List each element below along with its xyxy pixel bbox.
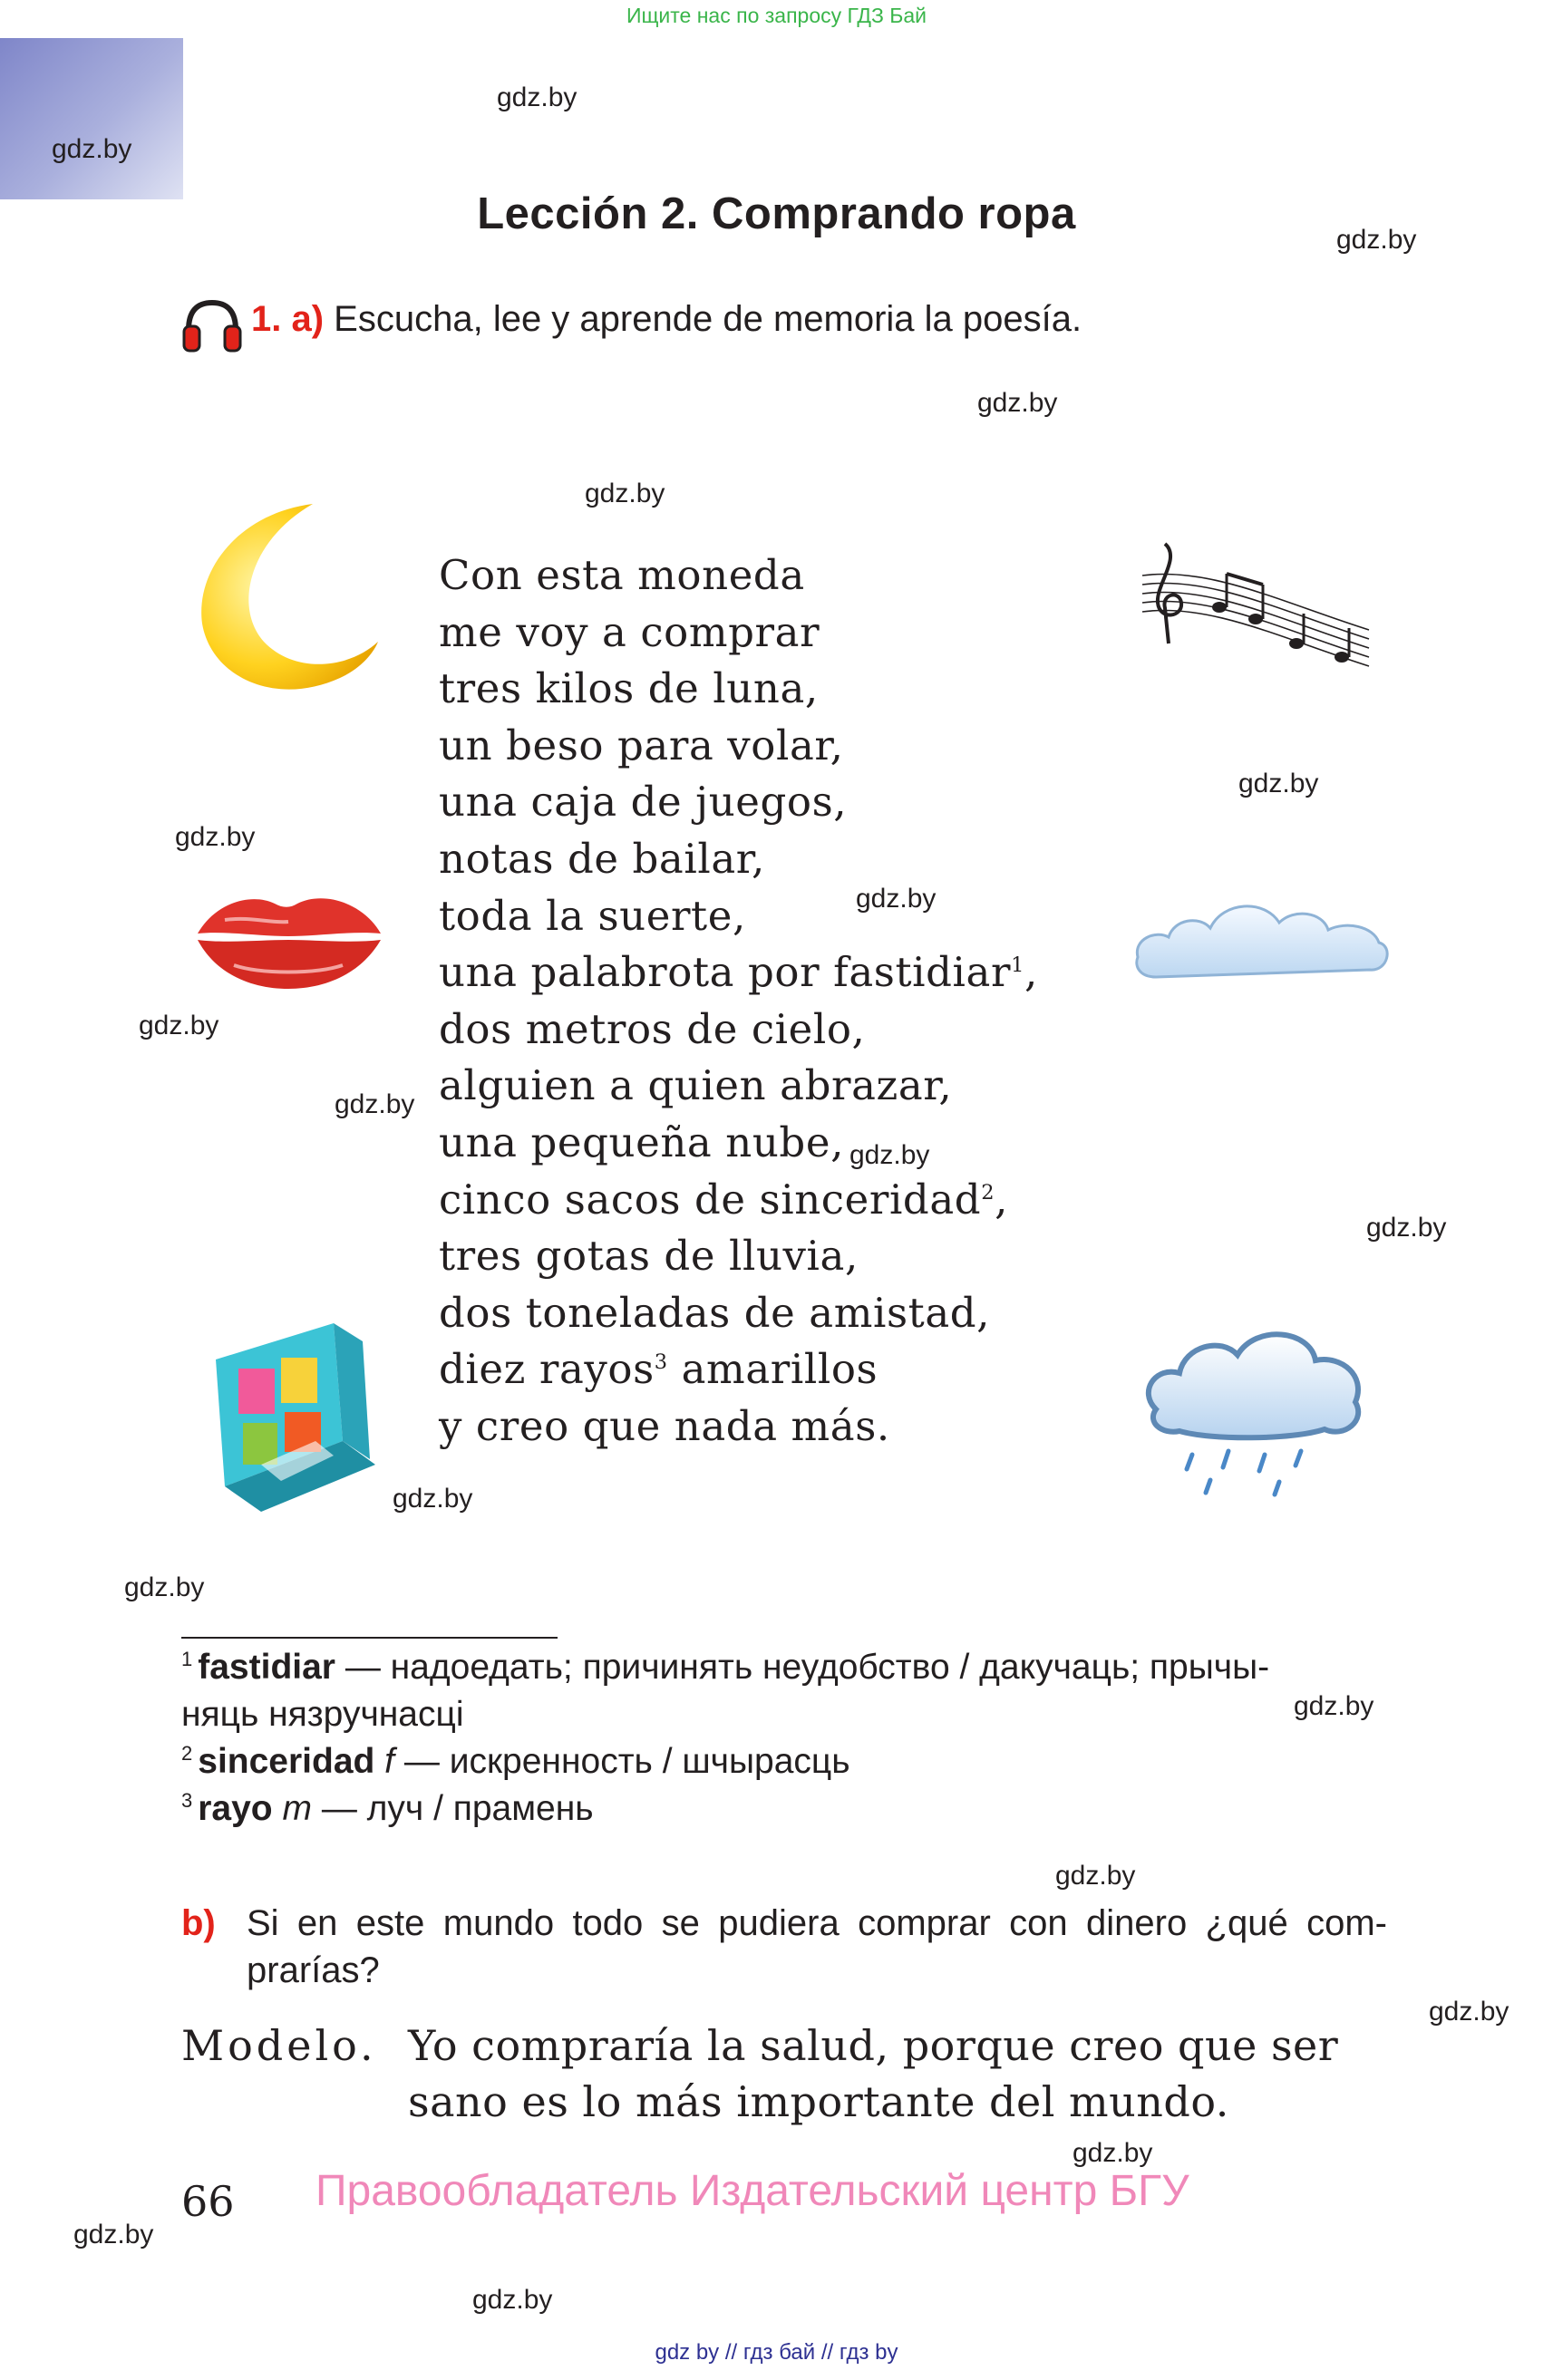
poem-line-text: una palabrota por fastidiar [439,948,1012,997]
headphones-icon[interactable] [181,297,243,353]
poem-line: tres kilos de luna, [439,664,819,713]
footnote-text: няць нязручнасці [181,1695,464,1734]
watermark: gdz.by [1073,2138,1153,2168]
footnote-ref[interactable]: 1 [1011,953,1025,978]
poem-line [439,1172,1038,1229]
footnote-1 [181,1648,1269,1688]
watermark: gdz.by [497,82,578,112]
footnote-text: — луч / прамень [321,1789,594,1828]
poem-line: Con esta moneda [439,551,805,599]
footnote-ref[interactable]: 2 [981,1180,995,1205]
poem-line: tres gotas de lluvia, [439,1232,859,1281]
task-1a [251,299,1082,340]
watermark: gdz.by [393,1484,473,1514]
footnote-number: 3 [181,1789,193,1812]
watermark: gdz.by [585,479,665,508]
corner-tab [0,38,183,199]
music-notes-image [1138,530,1373,693]
poem-line: y creo que nada más. [439,1401,890,1450]
poem-line-text: cinco sacos de sinceridad [439,1175,982,1224]
poem-line-tail: amarillos [667,1345,878,1394]
footnote-term: rayo [198,1789,273,1828]
watermark: gdz.by [977,388,1058,418]
watermark: gdz.by [1336,225,1417,255]
poem-line: alguien a quien abrazar, [439,1061,953,1110]
footnote-number: 1 [181,1648,193,1670]
game-box-image [198,1305,379,1523]
poem-line-tail: , [1024,948,1038,997]
watermark: gdz.by [335,1089,415,1119]
bottom-links[interactable]: gdz by // гдз бай // гдз by [655,2340,898,2365]
footnote-2 [181,1742,850,1782]
watermark: gdz.by [73,2220,154,2249]
top-banner[interactable]: Ищите нас по запросу ГДЗ Бай [626,4,927,27]
footnote-text: — искренность / шчырасць [403,1742,850,1781]
footnote-ref[interactable]: 3 [654,1350,668,1375]
poem [439,547,1038,1456]
footnote-text: — надоедать; причинять неудобство / дакучаць; прычы- [345,1648,1270,1687]
poem-line: dos toneladas de amistad, [439,1288,991,1337]
watermark: gdz.by [175,822,256,852]
task-b-text: Si en este mundo todo se pudiera comprar con dinero ¿qué com-prarías? [247,1903,1387,1990]
watermark: gdz.by [849,1140,930,1170]
watermark: gdz.by [472,2285,553,2315]
watermark: gdz.by [124,1572,205,1602]
poem-line [439,944,1038,1001]
poem-line: una caja de juegos, [439,778,848,827]
footnote-1-cont [181,1695,464,1735]
watermark: gdz.by [1294,1691,1374,1721]
task-instruction: Escucha, lee y aprende de memoria la poesía. [334,299,1082,339]
poem-line: me voy a comprar [439,607,820,656]
footnote-divider [181,1637,558,1639]
watermark: gdz.by [139,1011,219,1040]
model-label: Modelo. [181,2021,377,2070]
page-number: 66 [181,2177,235,2226]
footnote-gram: m [282,1789,312,1828]
model-text: Yo compraría la salud, porque creo que ser sano es lo más importante del mundo. [408,2021,1339,2126]
footnote-term: fastidiar [198,1648,335,1687]
footnote-3 [181,1789,594,1829]
lesson-title: Lección 2. Comprando ropa [477,189,1076,238]
model-answer [181,2017,1387,2130]
watermark: gdz.by [856,884,937,914]
copyright-notice: Правообладатель Издательский центр БГУ [315,2167,1189,2215]
rain-cloud-image [1138,1319,1373,1500]
task-1b [181,1900,1387,1994]
poem-line [439,1341,1038,1398]
poem-line: notas de bailar, [439,834,765,883]
footnote-term: sinceridad [198,1742,375,1781]
watermark: gdz.by [52,134,132,164]
poem-line: una pequeña nube, [439,1117,844,1166]
poem-line: toda la suerte, [439,891,746,940]
footnote-number: 2 [181,1742,193,1765]
watermark: gdz.by [1429,1997,1509,2027]
watermark: gdz.by [1055,1861,1136,1891]
poem-line-text: diez rayos [439,1345,655,1394]
cloud-image [1129,886,1392,995]
task-number: 1. a) [251,299,325,339]
footnote-gram: f [384,1742,395,1781]
task-b-label: b) [181,1903,216,1943]
watermark: gdz.by [1238,769,1319,798]
poem-line-tail: , [995,1175,1009,1224]
lips-image [189,884,388,992]
watermark: gdz.by [1366,1213,1447,1243]
poem-line: un beso para volar, [439,721,844,769]
poem-line: dos metros de cielo, [439,1004,866,1053]
moon-image [186,497,385,705]
